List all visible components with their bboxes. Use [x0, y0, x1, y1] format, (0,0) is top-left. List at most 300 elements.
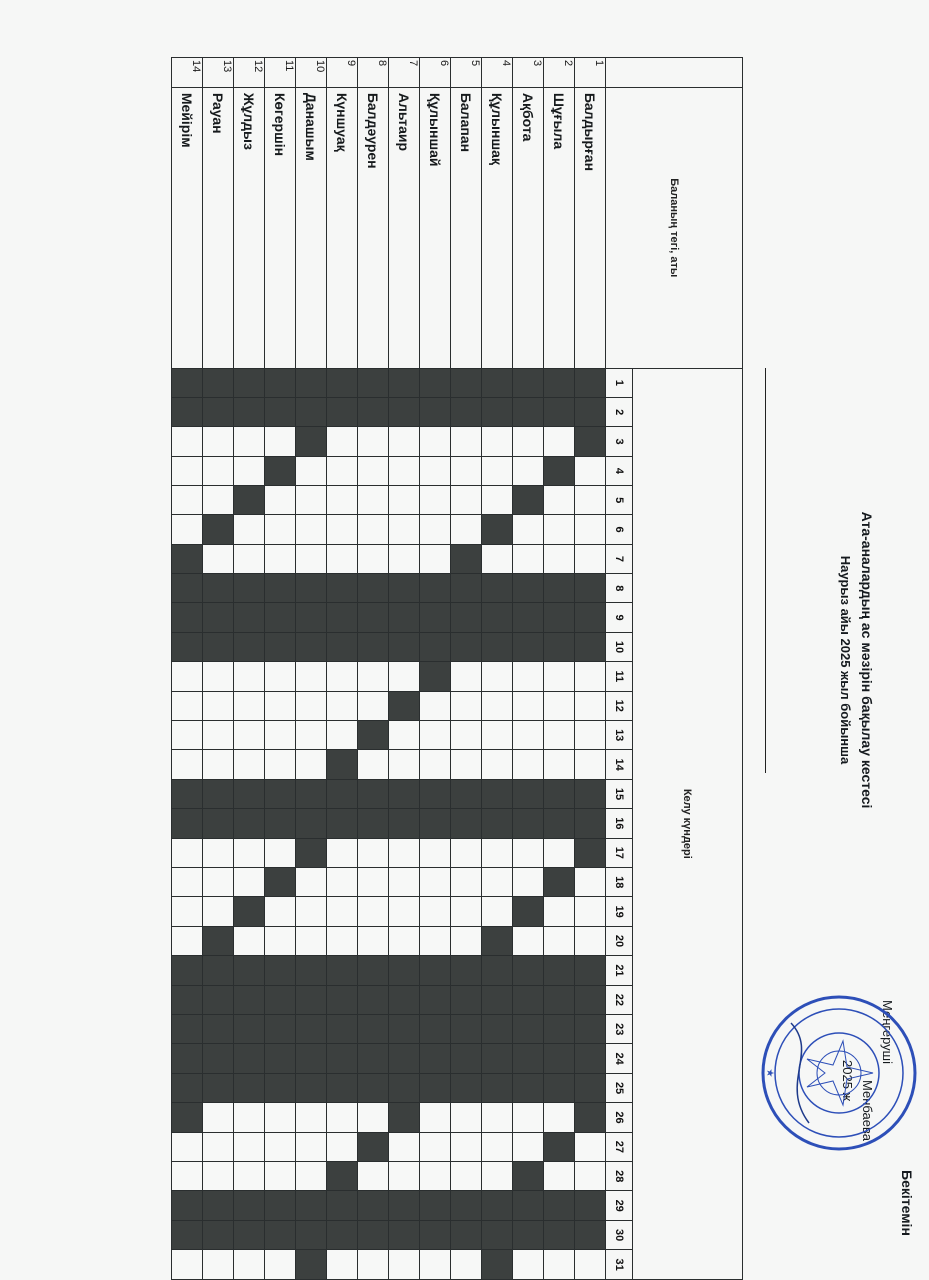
day-number-16: 16 — [606, 809, 633, 838]
empty-day-cell — [234, 1250, 265, 1280]
non-working-day-cell — [451, 1220, 482, 1249]
non-working-day-cell — [234, 1191, 265, 1220]
visit-mark-cell — [389, 691, 420, 720]
empty-day-cell — [358, 544, 389, 573]
empty-day-cell — [482, 486, 513, 515]
day-number-26: 26 — [606, 1103, 633, 1132]
child-name: Құлыншай — [420, 87, 451, 368]
days-column-header: Келу күндері — [633, 368, 743, 1279]
empty-day-cell — [482, 544, 513, 573]
empty-day-cell — [575, 486, 606, 515]
empty-day-cell — [389, 427, 420, 456]
non-working-day-cell — [513, 1073, 544, 1102]
empty-day-cell — [358, 750, 389, 779]
empty-day-cell — [420, 1103, 451, 1132]
day-number-5: 5 — [606, 486, 633, 515]
empty-day-cell — [358, 897, 389, 926]
non-working-day-cell — [420, 809, 451, 838]
non-working-day-cell — [172, 1073, 203, 1102]
day-number-7: 7 — [606, 544, 633, 573]
non-working-day-cell — [451, 632, 482, 661]
non-working-day-cell — [513, 632, 544, 661]
non-working-day-cell — [451, 779, 482, 808]
day-number-30: 30 — [606, 1220, 633, 1249]
empty-day-cell — [327, 515, 358, 544]
child-name: Балдәурен — [358, 87, 389, 368]
non-working-day-cell — [203, 603, 234, 632]
day-number-9: 9 — [606, 603, 633, 632]
empty-day-cell — [296, 1103, 327, 1132]
empty-day-cell — [265, 486, 296, 515]
non-working-day-cell — [420, 398, 451, 427]
non-working-day-cell — [420, 779, 451, 808]
empty-day-cell — [327, 1103, 358, 1132]
non-working-day-cell — [203, 1015, 234, 1044]
day-number-23: 23 — [606, 1015, 633, 1044]
non-working-day-cell — [575, 368, 606, 397]
empty-day-cell — [482, 1162, 513, 1191]
empty-day-cell — [389, 544, 420, 573]
day-number-6: 6 — [606, 515, 633, 544]
non-working-day-cell — [482, 985, 513, 1014]
empty-day-cell — [234, 515, 265, 544]
non-working-day-cell — [296, 603, 327, 632]
empty-day-cell — [544, 544, 575, 573]
non-working-day-cell — [389, 809, 420, 838]
empty-day-cell — [265, 1250, 296, 1280]
empty-day-cell — [358, 926, 389, 955]
empty-day-cell — [544, 750, 575, 779]
non-working-day-cell — [513, 603, 544, 632]
non-working-day-cell — [296, 398, 327, 427]
row-number: 4 — [482, 58, 513, 88]
non-working-day-cell — [482, 1044, 513, 1073]
non-working-day-cell — [203, 956, 234, 985]
day-number-11: 11 — [606, 662, 633, 691]
non-working-day-cell — [358, 779, 389, 808]
non-working-day-cell — [327, 398, 358, 427]
non-working-day-cell — [203, 368, 234, 397]
non-working-day-cell — [513, 368, 544, 397]
child-name: Данашым — [296, 87, 327, 368]
empty-day-cell — [513, 720, 544, 749]
empty-day-cell — [575, 720, 606, 749]
empty-day-cell — [358, 662, 389, 691]
day-number-18: 18 — [606, 868, 633, 897]
non-working-day-cell — [296, 956, 327, 985]
child-name: Жұлдыз — [234, 87, 265, 368]
non-working-day-cell — [296, 574, 327, 603]
empty-day-cell — [327, 1132, 358, 1161]
empty-day-cell — [265, 427, 296, 456]
child-name: Мейірім — [172, 87, 203, 368]
non-working-day-cell — [389, 779, 420, 808]
non-working-day-cell — [265, 632, 296, 661]
table-row — [420, 58, 451, 1280]
non-working-day-cell — [327, 1073, 358, 1102]
empty-day-cell — [327, 427, 358, 456]
non-working-day-cell — [389, 574, 420, 603]
empty-day-cell — [544, 427, 575, 456]
empty-day-cell — [234, 720, 265, 749]
non-working-day-cell — [327, 574, 358, 603]
non-working-day-cell — [265, 1044, 296, 1073]
non-working-day-cell — [482, 1220, 513, 1249]
non-working-day-cell — [544, 398, 575, 427]
non-working-day-cell — [420, 1015, 451, 1044]
empty-day-cell — [203, 1250, 234, 1280]
day-number-20: 20 — [606, 926, 633, 955]
empty-day-cell — [575, 1162, 606, 1191]
non-working-day-cell — [513, 1015, 544, 1044]
empty-day-cell — [575, 544, 606, 573]
non-working-day-cell — [327, 779, 358, 808]
non-working-day-cell — [575, 956, 606, 985]
non-working-day-cell — [296, 1044, 327, 1073]
empty-day-cell — [296, 515, 327, 544]
row-number: 14 — [172, 58, 203, 88]
empty-day-cell — [420, 750, 451, 779]
empty-day-cell — [513, 1250, 544, 1280]
row-number: 9 — [327, 58, 358, 88]
empty-day-cell — [172, 662, 203, 691]
child-name: Ақбота — [513, 87, 544, 368]
approval-title: Бекітемін — [899, 1170, 915, 1236]
non-working-day-cell — [358, 632, 389, 661]
non-working-day-cell — [451, 809, 482, 838]
non-working-day-cell — [513, 985, 544, 1014]
non-working-day-cell — [265, 574, 296, 603]
empty-day-cell — [482, 691, 513, 720]
non-working-day-cell — [234, 632, 265, 661]
empty-day-cell — [513, 691, 544, 720]
empty-day-cell — [389, 456, 420, 485]
empty-day-cell — [234, 427, 265, 456]
non-working-day-cell — [265, 779, 296, 808]
empty-day-cell — [203, 691, 234, 720]
non-working-day-cell — [265, 956, 296, 985]
day-number-1: 1 — [606, 368, 633, 397]
non-working-day-cell — [420, 574, 451, 603]
non-working-day-cell — [420, 632, 451, 661]
non-working-day-cell — [544, 632, 575, 661]
table-row — [327, 58, 358, 1280]
empty-day-cell — [172, 1162, 203, 1191]
non-working-day-cell — [389, 1015, 420, 1044]
row-number: 11 — [265, 58, 296, 88]
empty-day-cell — [575, 926, 606, 955]
visit-mark-cell — [451, 544, 482, 573]
non-working-day-cell — [544, 1015, 575, 1044]
empty-day-cell — [265, 750, 296, 779]
empty-day-cell — [203, 750, 234, 779]
empty-day-cell — [358, 691, 389, 720]
empty-day-cell — [420, 544, 451, 573]
non-working-day-cell — [513, 809, 544, 838]
empty-day-cell — [451, 750, 482, 779]
visit-mark-cell — [234, 486, 265, 515]
non-working-day-cell — [358, 603, 389, 632]
non-working-day-cell — [358, 398, 389, 427]
empty-day-cell — [327, 838, 358, 867]
empty-day-cell — [420, 926, 451, 955]
non-working-day-cell — [575, 1220, 606, 1249]
non-working-day-cell — [172, 398, 203, 427]
non-working-day-cell — [296, 985, 327, 1014]
non-working-day-cell — [265, 1073, 296, 1102]
non-working-day-cell — [451, 956, 482, 985]
visit-mark-cell — [420, 662, 451, 691]
empty-day-cell — [451, 1132, 482, 1161]
row-number: 12 — [234, 58, 265, 88]
non-working-day-cell — [420, 956, 451, 985]
visit-mark-cell — [482, 515, 513, 544]
empty-day-cell — [358, 1250, 389, 1280]
row-number: 8 — [358, 58, 389, 88]
visit-mark-cell — [203, 515, 234, 544]
empty-day-cell — [203, 1162, 234, 1191]
empty-day-cell — [203, 427, 234, 456]
empty-day-cell — [451, 1162, 482, 1191]
empty-day-cell — [544, 691, 575, 720]
empty-day-cell — [451, 1250, 482, 1280]
empty-day-cell — [389, 1132, 420, 1161]
visit-mark-cell — [234, 897, 265, 926]
non-working-day-cell — [265, 603, 296, 632]
empty-day-cell — [451, 1103, 482, 1132]
table-row — [265, 58, 296, 1280]
non-working-day-cell — [296, 632, 327, 661]
empty-day-cell — [420, 1132, 451, 1161]
empty-day-cell — [482, 750, 513, 779]
non-working-day-cell — [234, 779, 265, 808]
non-working-day-cell — [482, 779, 513, 808]
empty-day-cell — [358, 868, 389, 897]
non-working-day-cell — [451, 1015, 482, 1044]
empty-day-cell — [203, 486, 234, 515]
empty-day-cell — [172, 926, 203, 955]
signature-line — [765, 368, 766, 773]
non-working-day-cell — [482, 956, 513, 985]
empty-day-cell — [203, 897, 234, 926]
empty-day-cell — [234, 1162, 265, 1191]
non-working-day-cell — [358, 1015, 389, 1044]
empty-day-cell — [265, 662, 296, 691]
non-working-day-cell — [513, 1220, 544, 1249]
non-working-day-cell — [389, 632, 420, 661]
non-working-day-cell — [234, 398, 265, 427]
non-working-day-cell — [544, 1220, 575, 1249]
empty-day-cell — [327, 544, 358, 573]
non-working-day-cell — [358, 1073, 389, 1102]
non-working-day-cell — [482, 1191, 513, 1220]
empty-day-cell — [296, 897, 327, 926]
empty-day-cell — [172, 838, 203, 867]
non-working-day-cell — [296, 779, 327, 808]
empty-day-cell — [420, 897, 451, 926]
non-working-day-cell — [358, 956, 389, 985]
non-working-day-cell — [544, 368, 575, 397]
visit-mark-cell — [172, 544, 203, 573]
visit-mark-cell — [482, 1250, 513, 1280]
empty-day-cell — [451, 868, 482, 897]
non-working-day-cell — [482, 1015, 513, 1044]
empty-day-cell — [451, 926, 482, 955]
non-working-day-cell — [544, 985, 575, 1014]
non-working-day-cell — [172, 985, 203, 1014]
empty-day-cell — [544, 838, 575, 867]
non-working-day-cell — [327, 1220, 358, 1249]
non-working-day-cell — [172, 574, 203, 603]
empty-day-cell — [420, 486, 451, 515]
empty-day-cell — [482, 838, 513, 867]
empty-day-cell — [513, 427, 544, 456]
empty-day-cell — [389, 486, 420, 515]
non-working-day-cell — [544, 1073, 575, 1102]
empty-day-cell — [513, 1132, 544, 1161]
visit-mark-cell — [389, 1103, 420, 1132]
non-working-day-cell — [575, 779, 606, 808]
visit-mark-cell — [575, 1103, 606, 1132]
visit-mark-cell — [296, 838, 327, 867]
day-number-8: 8 — [606, 574, 633, 603]
empty-day-cell — [482, 868, 513, 897]
day-number-28: 28 — [606, 1162, 633, 1191]
empty-day-cell — [513, 868, 544, 897]
child-name: Балапан — [451, 87, 482, 368]
non-working-day-cell — [265, 1191, 296, 1220]
non-working-day-cell — [172, 632, 203, 661]
non-working-day-cell — [358, 1044, 389, 1073]
non-working-day-cell — [296, 1015, 327, 1044]
empty-day-cell — [265, 1132, 296, 1161]
empty-day-cell — [327, 1250, 358, 1280]
non-working-day-cell — [544, 1044, 575, 1073]
non-working-day-cell — [358, 985, 389, 1014]
empty-day-cell — [296, 720, 327, 749]
empty-day-cell — [389, 868, 420, 897]
empty-day-cell — [234, 456, 265, 485]
empty-day-cell — [420, 456, 451, 485]
non-working-day-cell — [482, 603, 513, 632]
table-row — [358, 58, 389, 1280]
empty-day-cell — [420, 720, 451, 749]
non-working-day-cell — [203, 632, 234, 661]
empty-day-cell — [575, 868, 606, 897]
non-working-day-cell — [420, 1044, 451, 1073]
empty-day-cell — [172, 1132, 203, 1161]
non-working-day-cell — [234, 956, 265, 985]
non-working-day-cell — [575, 985, 606, 1014]
empty-day-cell — [172, 486, 203, 515]
row-number: 2 — [544, 58, 575, 88]
row-number: 13 — [203, 58, 234, 88]
non-working-day-cell — [172, 1044, 203, 1073]
empty-day-cell — [513, 926, 544, 955]
non-working-day-cell — [575, 574, 606, 603]
day-number-12: 12 — [606, 691, 633, 720]
empty-day-cell — [265, 544, 296, 573]
visit-mark-cell — [358, 720, 389, 749]
non-working-day-cell — [296, 368, 327, 397]
document-subtitle: Наурыз айы 2025 жыл бойынша — [838, 555, 853, 765]
non-working-day-cell — [389, 368, 420, 397]
non-working-day-cell — [234, 1044, 265, 1073]
non-working-day-cell — [234, 574, 265, 603]
non-working-day-cell — [513, 1044, 544, 1073]
non-working-day-cell — [296, 1191, 327, 1220]
empty-day-cell — [420, 1250, 451, 1280]
non-working-day-cell — [203, 398, 234, 427]
empty-day-cell — [575, 515, 606, 544]
non-working-day-cell — [203, 574, 234, 603]
non-working-day-cell — [451, 1073, 482, 1102]
empty-day-cell — [451, 662, 482, 691]
row-number: 5 — [451, 58, 482, 88]
non-working-day-cell — [420, 985, 451, 1014]
attendance-table — [171, 57, 743, 1280]
non-working-day-cell — [575, 809, 606, 838]
child-name: Күншуақ — [327, 87, 358, 368]
non-working-day-cell — [234, 985, 265, 1014]
non-working-day-cell — [172, 956, 203, 985]
empty-day-cell — [513, 544, 544, 573]
table-row — [544, 58, 575, 1280]
empty-day-cell — [172, 868, 203, 897]
empty-day-cell — [544, 926, 575, 955]
empty-day-cell — [451, 456, 482, 485]
children-rows — [172, 58, 606, 1280]
empty-day-cell — [327, 691, 358, 720]
empty-day-cell — [172, 427, 203, 456]
non-working-day-cell — [389, 1191, 420, 1220]
day-number-13: 13 — [606, 720, 633, 749]
empty-day-cell — [451, 515, 482, 544]
empty-day-cell — [389, 1162, 420, 1191]
day-number-17: 17 — [606, 838, 633, 867]
empty-day-cell — [451, 897, 482, 926]
non-working-day-cell — [451, 1044, 482, 1073]
empty-day-cell — [296, 456, 327, 485]
day-number-10: 10 — [606, 632, 633, 661]
visit-mark-cell — [296, 1250, 327, 1280]
empty-day-cell — [265, 515, 296, 544]
day-number-27: 27 — [606, 1132, 633, 1161]
non-working-day-cell — [172, 1015, 203, 1044]
non-working-day-cell — [389, 1044, 420, 1073]
empty-day-cell — [575, 662, 606, 691]
non-working-day-cell — [513, 779, 544, 808]
table-row — [203, 58, 234, 1280]
non-working-day-cell — [389, 398, 420, 427]
empty-day-cell — [296, 486, 327, 515]
non-working-day-cell — [327, 1044, 358, 1073]
non-working-day-cell — [482, 398, 513, 427]
empty-day-cell — [420, 427, 451, 456]
empty-day-cell — [234, 926, 265, 955]
non-working-day-cell — [358, 368, 389, 397]
empty-day-cell — [265, 1162, 296, 1191]
empty-day-cell — [327, 926, 358, 955]
empty-day-cell — [327, 720, 358, 749]
non-working-day-cell — [203, 1220, 234, 1249]
empty-day-cell — [265, 838, 296, 867]
empty-day-cell — [389, 662, 420, 691]
approval-name: Менбаева — [860, 1080, 875, 1141]
non-working-day-cell — [203, 779, 234, 808]
empty-day-cell — [327, 456, 358, 485]
empty-day-cell — [296, 544, 327, 573]
